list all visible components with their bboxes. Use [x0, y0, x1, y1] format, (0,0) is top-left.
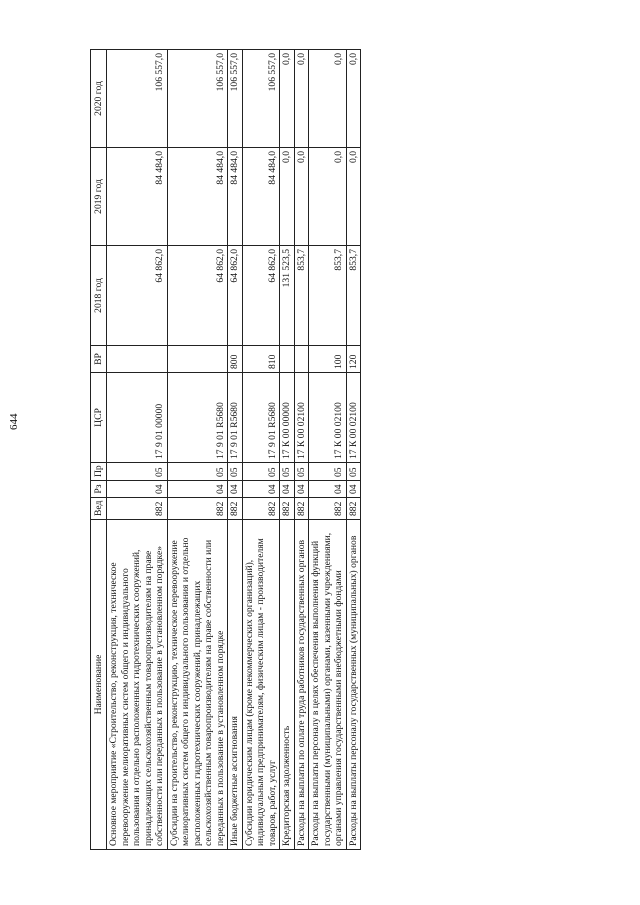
cell-2019: 84 484,0 [228, 148, 243, 246]
cell-2018: 853,7 [309, 246, 347, 346]
cell-2018: 64 862,0 [107, 246, 168, 346]
cell-rz: 04 [294, 481, 309, 498]
cell-csr: 17 9 01 00000 [107, 373, 168, 463]
cell-rz: 04 [228, 481, 243, 498]
table-row [242, 50, 280, 850]
table-row [107, 50, 168, 850]
cell-name: Кредиторская задолженность [280, 520, 295, 850]
table-row [228, 50, 243, 850]
cell-name: Субсидии юридическим лицам (кроме некоммерческих организаций), индивидуальным предпринимателям, физическим лицам - производителям товаров, работ, услуг [242, 520, 280, 850]
cell-ved: 882 [280, 498, 295, 520]
cell-rz: 04 [309, 481, 347, 498]
cell-vr [107, 346, 168, 373]
cell-2018: 131 523,5 [280, 246, 295, 346]
cell-2020: 106 557,0 [167, 50, 228, 148]
header-2019: 2019 год [91, 148, 107, 246]
cell-name: Расходы на выплаты персоналу в целях обеспечения выполнения функций государственными (муниципальными) органами, казенными учреждениями, органами управления государственными внебюджетными фондами [309, 520, 347, 850]
cell-ved: 882 [294, 498, 309, 520]
cell-2019: 0,0 [280, 148, 295, 246]
header-name: Наименование [91, 520, 107, 850]
cell-pr: 05 [294, 463, 309, 481]
table-header-row [91, 50, 107, 850]
table-row [346, 50, 361, 850]
cell-pr: 05 [228, 463, 243, 481]
cell-pr: 05 [346, 463, 361, 481]
cell-2020: 0,0 [346, 50, 361, 148]
cell-vr: 120 [346, 346, 361, 373]
cell-ved: 882 [346, 498, 361, 520]
cell-2019: 84 484,0 [242, 148, 280, 246]
cell-name: Основное мероприятие «Строительство, реконструкция, техническое перевооружение мелиоративных систем общего и индивидуального пользования и отдельно расположенных гидротехнических сооружений, принадлежащих сельскохозяйственным товаропроизводителям на праве собственности или переданных в пользование в установленном порядке» [107, 520, 168, 850]
cell-vr [294, 346, 309, 373]
cell-vr [167, 346, 228, 373]
header-ved: Вед [91, 498, 107, 520]
cell-name: Расходы на выплаты по оплате труда работников государственных органов [294, 520, 309, 850]
table-row [294, 50, 309, 850]
cell-csr: 17 К 00 02100 [294, 373, 309, 463]
cell-ved: 882 [107, 498, 168, 520]
cell-name: Расходы на выплаты персоналу государственных (муниципальных) органов [346, 520, 361, 850]
cell-2020: 0,0 [309, 50, 347, 148]
cell-2019: 84 484,0 [167, 148, 228, 246]
header-csr: ЦСР [91, 373, 107, 463]
header-rz: Рз [91, 481, 107, 498]
cell-2020: 0,0 [294, 50, 309, 148]
cell-pr: 05 [107, 463, 168, 481]
header-2020: 2020 год [91, 50, 107, 148]
cell-2019: 0,0 [294, 148, 309, 246]
cell-csr: 17 К 00 02100 [346, 373, 361, 463]
cell-2019: 84 484,0 [107, 148, 168, 246]
cell-2018: 64 862,0 [228, 246, 243, 346]
cell-rz: 04 [280, 481, 295, 498]
cell-2018: 853,7 [294, 246, 309, 346]
cell-rz: 04 [167, 481, 228, 498]
cell-csr: 17 К 00 02100 [309, 373, 347, 463]
cell-2020: 106 557,0 [107, 50, 168, 148]
cell-csr: 17 9 01 R5680 [228, 373, 243, 463]
cell-2020: 0,0 [280, 50, 295, 148]
cell-rz: 04 [346, 481, 361, 498]
cell-ved: 882 [228, 498, 243, 520]
cell-name: Субсидии на строительство, реконструкцию, техническое перевооружение мелиоративных систем общего и индивидуального пользования и отдельно расположенных гидротехнических сооружений, принадлежащих сельскохозяйственным товаропроизводителям на праве собственности или переданных в пользование в установленном порядке [167, 520, 228, 850]
table-row [309, 50, 347, 850]
table-row [280, 50, 295, 850]
cell-vr: 800 [228, 346, 243, 373]
cell-vr: 810 [242, 346, 280, 373]
cell-2018: 64 862,0 [242, 246, 280, 346]
cell-ved: 882 [242, 498, 280, 520]
cell-csr: 17 9 01 R5680 [167, 373, 228, 463]
cell-rz: 04 [107, 481, 168, 498]
header-2018: 2018 год [91, 246, 107, 346]
cell-2019: 0,0 [346, 148, 361, 246]
cell-2018: 853,7 [346, 246, 361, 346]
cell-ved: 882 [309, 498, 347, 520]
cell-rz: 04 [242, 481, 280, 498]
cell-2018: 64 862,0 [167, 246, 228, 346]
cell-csr: 17 К 00 00000 [280, 373, 295, 463]
cell-vr [280, 346, 295, 373]
cell-2020: 106 557,0 [242, 50, 280, 148]
cell-pr: 05 [242, 463, 280, 481]
cell-2019: 0,0 [309, 148, 347, 246]
cell-pr: 05 [309, 463, 347, 481]
budget-table [90, 49, 361, 850]
cell-pr: 05 [167, 463, 228, 481]
cell-name: Иные бюджетные ассигнования [228, 520, 243, 850]
cell-pr: 05 [280, 463, 295, 481]
cell-csr: 17 9 01 R5680 [242, 373, 280, 463]
cell-vr: 100 [309, 346, 347, 373]
page-number: 644 [8, 413, 20, 430]
table-row [167, 50, 228, 850]
rotated-page [90, 50, 552, 850]
cell-ved: 882 [167, 498, 228, 520]
header-pr: Пр [91, 463, 107, 481]
header-vr: ВР [91, 346, 107, 373]
cell-2020: 106 557,0 [228, 50, 243, 148]
